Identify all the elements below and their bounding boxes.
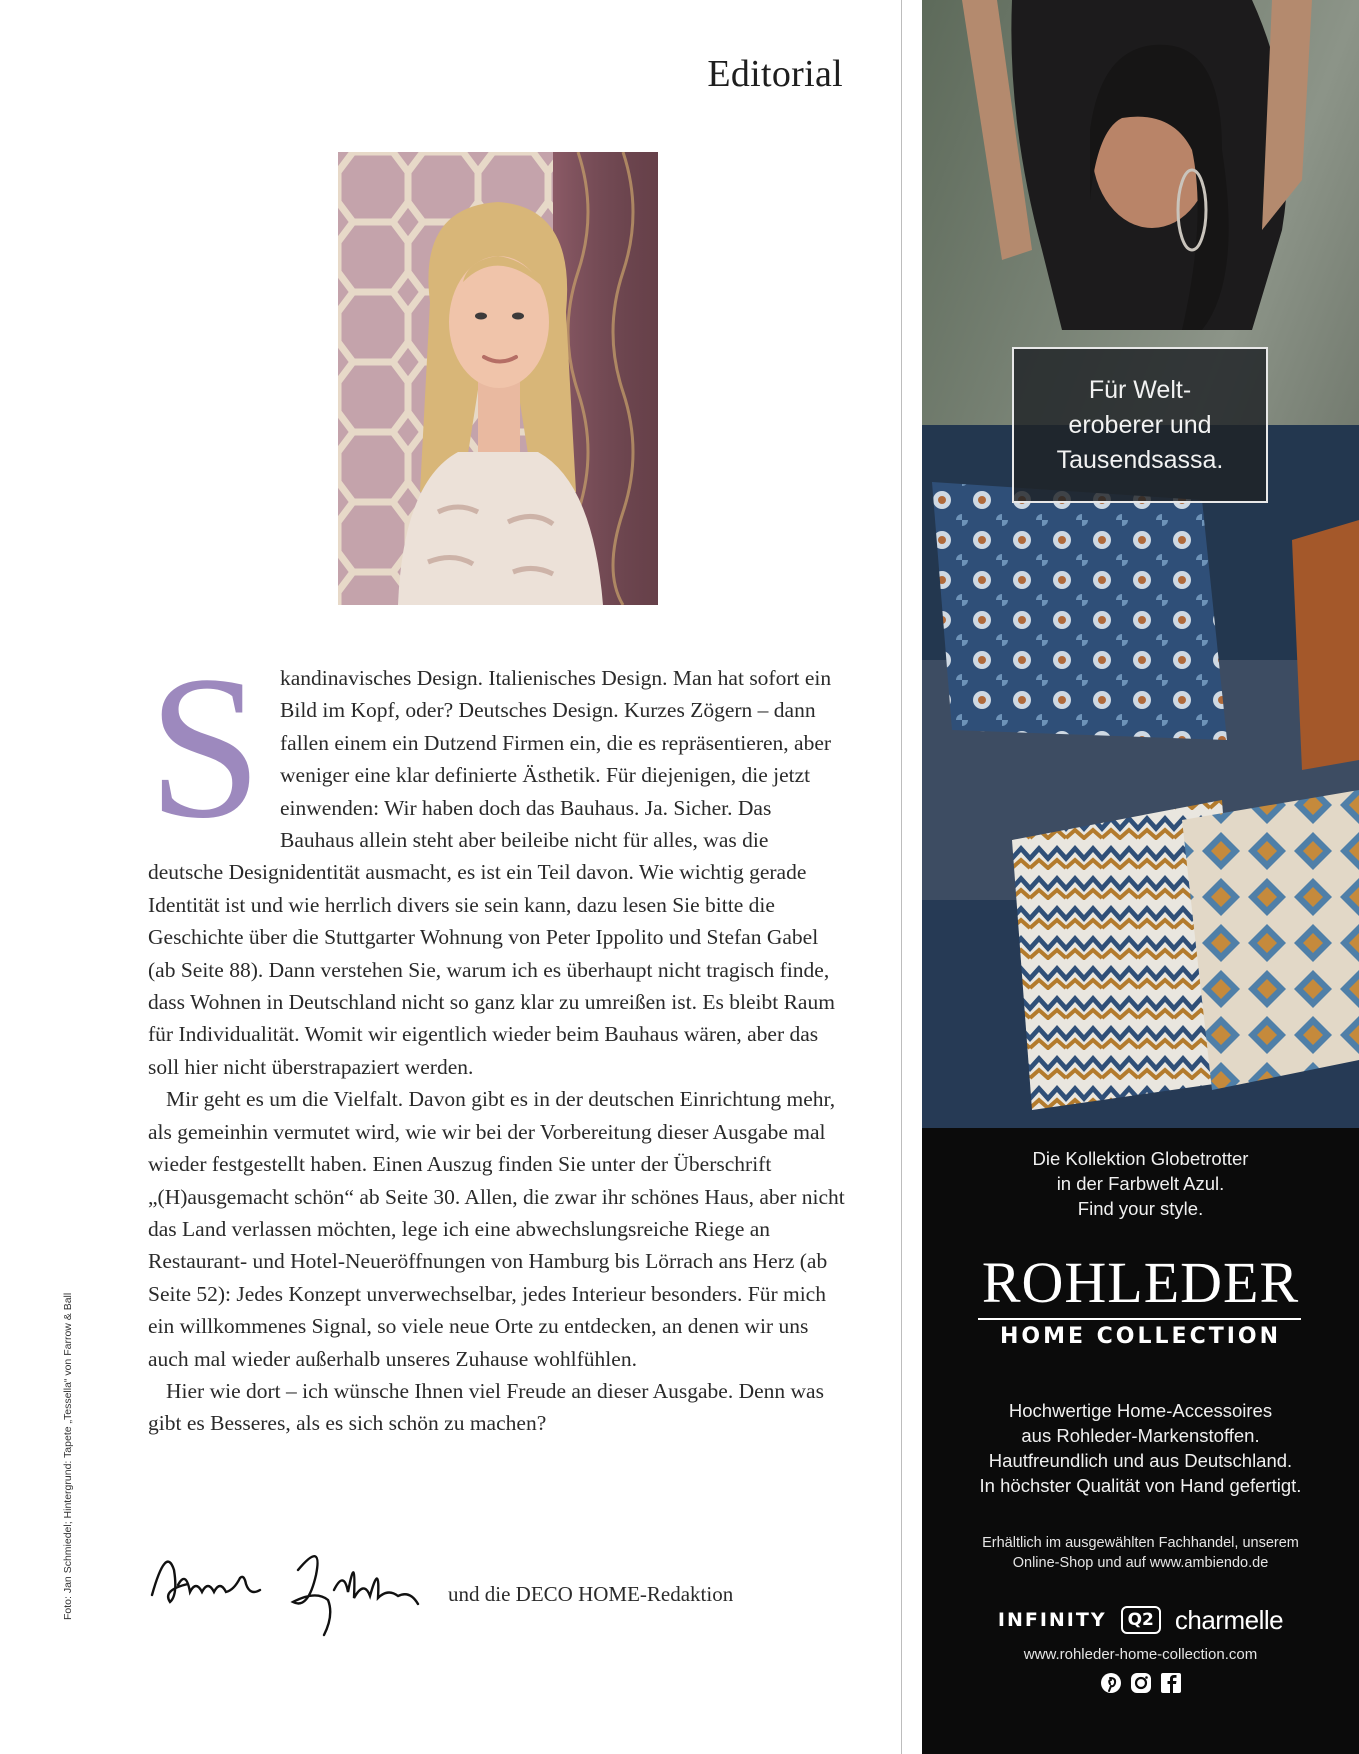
brand-subtitle: HOME COLLECTION: [999, 1324, 1282, 1349]
brand-logo: ROHLEDER: [981, 1250, 1300, 1315]
ad-slogan-box: [1012, 347, 1268, 503]
q2-logo: Q2: [1121, 1606, 1161, 1634]
paragraph-2: Mir geht es um die Vielfalt. Davon gibt es in der deutschen Einrichtung mehr, als gemeinhin vermutet wird, wie wir bei der Vorbereitung dieser Ausgabe mal wieder festgestellt haben. Einen Auszug finden Sie unter der Überschrift „(H)ausgemacht schön“ ab Seite 30. Allen, die zwar ihr schönes Haus, aber nicht das Land verlassen möchten, lege ich eine abwechslungsreiche Riege an Restaurant- und Hotel-Neueröffnungen von Hamburg bis Lörrach ans Herz (ab Seite 52): Jedes Konzept unverwechselbar, jedes Interieur besonders. Für mich ein willkommenes Signal, so viele neue Orte zu entdecken, an denen wir uns auch mal wieder außerhalb unseres Zuhause wohlfühlen.: [148, 1087, 845, 1371]
brand-rule: [978, 1318, 1301, 1320]
editorial-body: [148, 634, 848, 1440]
ad-photo: [922, 0, 1359, 1128]
signature-block: [148, 1540, 798, 1640]
sub-brand-logos: [922, 1600, 1359, 1640]
ad-collection-text: Die Kollektion Globetrotter in der Farbwelt Azul. Find your style.: [1032, 1148, 1249, 1219]
ad-availability-text: Erhältlich im ausgewählten Fachhandel, unserem Online-Shop und auf www.ambiendo.de: [982, 1535, 1299, 1571]
infinity-logo: INFINITY: [997, 1609, 1107, 1631]
social-icons: [922, 1672, 1359, 1698]
handwritten-signature: [148, 1540, 438, 1640]
rohleder-advertisement: [922, 0, 1359, 1754]
paragraph-3: Hier wie dort – ich wünsche Ihnen viel Freude an dieser Ausgabe. Denn was gibt es Besseres, als es sich schön zu machen?: [148, 1378, 824, 1436]
editor-portrait: [338, 152, 658, 605]
facebook-icon[interactable]: [1160, 1672, 1182, 1694]
ad-slogan: Für Welt- eroberer und Tausendsassa.: [1056, 375, 1224, 474]
page-title: Editorial: [707, 53, 843, 95]
photo-credit: Foto: Jan Schmiedel; Hintergrund: Tapete „Tessella“ von Farrow & Ball: [62, 1292, 74, 1620]
instagram-icon[interactable]: [1130, 1672, 1152, 1694]
ad-quality-text: Hochwertige Home-Accessoires aus Rohleder-Markenstoffen. Hautfreundlich und aus Deutschland. In höchster Qualität von Hand gefertigt.: [979, 1400, 1302, 1496]
column-divider: [901, 0, 902, 1754]
drop-cap: S: [148, 634, 263, 861]
charmelle-logo: charmelle: [1174, 1604, 1284, 1635]
pinterest-icon[interactable]: [1100, 1672, 1122, 1694]
sign-off: und die DECO HOME-Redaktion: [448, 1582, 734, 1606]
ad-website[interactable]: www.rohleder-home-collection.com: [1023, 1646, 1258, 1663]
paragraph-1: Skandinavisches Design. Italienisches Design. Man hat sofort ein Bild im Kopf, oder? Deutsches Design. Kurzes Zögern – dann fallen einem ein Dutzend Firmen ein, die es repräsentieren, aber weniger eine klar definierte Ästhetik. Für diejenigen, die jetzt einwenden: Wir haben doch das Bauhaus. Ja. Sicher. Das Bauhaus allein steht aber beileibe nicht für alles, was die deutsche Designidentität ausmacht, es ist ein Teil davon. Wie wichtig gerade Identität ist und wie herrlich divers sie sein kann, dazu lesen Sie bitte die Geschichte über die Stuttgarter Wohnung von Peter Ippolito und Stefan Gabel (ab Seite 88). Dann verstehen Sie, warum ich es überhaupt nicht tragisch finde, dass Wohnen in Deutschland nicht so ganz klar zu umreißen ist. Es bleibt Raum für Individualität. Womit wir eigentlich wieder beim Bauhaus wären, aber das soll hier nicht überstrapaziert werden.: [148, 634, 835, 1079]
